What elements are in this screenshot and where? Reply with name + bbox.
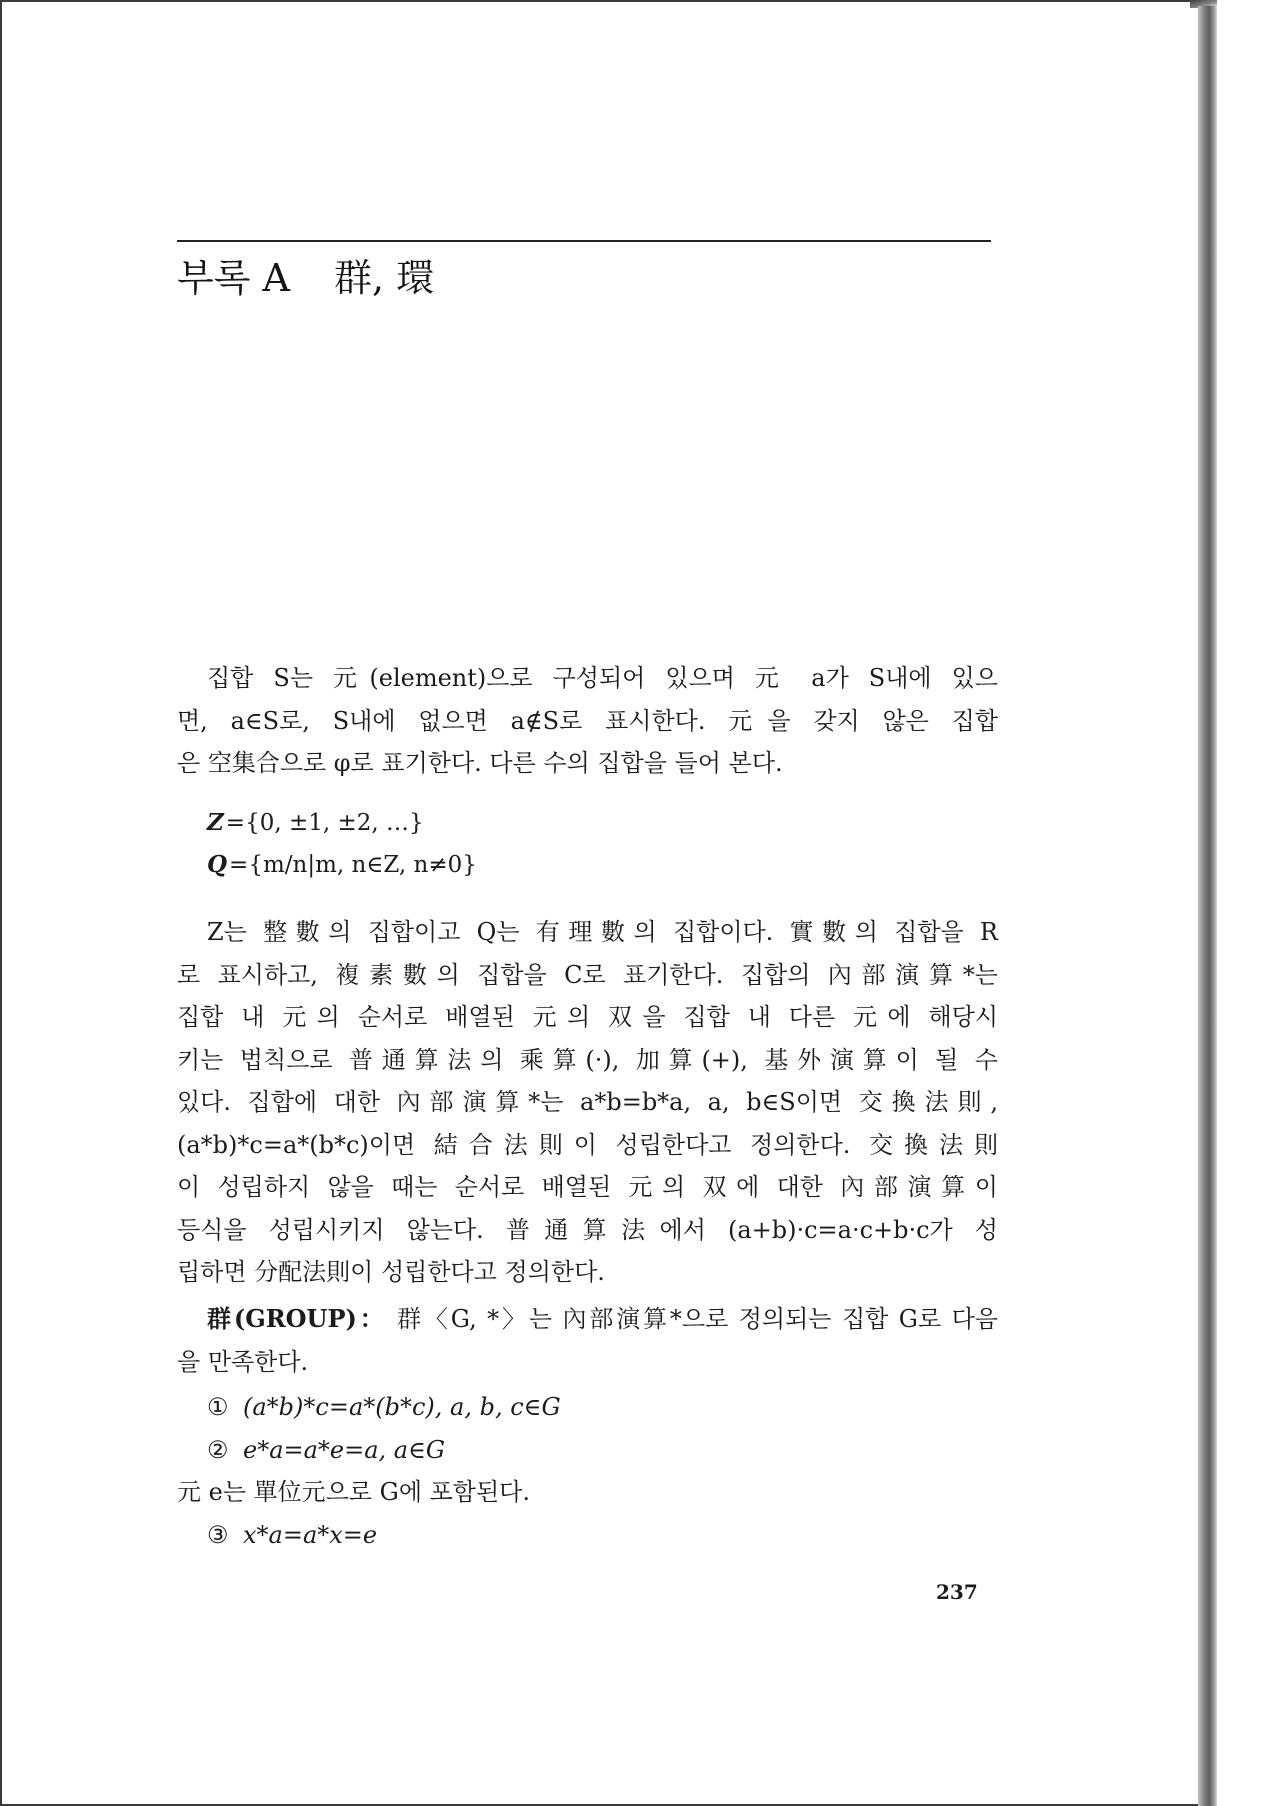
text-line: 립하면 分配法則이 성립한다고 정의한다. — [177, 1258, 605, 1286]
text-line: 집합 내 元의 순서로 배열된 元의 双을 집합 내 다른 元에 해당시 — [177, 1003, 998, 1031]
axiom-number: ② — [207, 1435, 229, 1464]
chapter-title-text: 群, 環 — [333, 256, 435, 300]
group-definition-text: 群〈G, *〉는 內部演算*으로 정의되는 집합 G로 다음 — [397, 1305, 998, 1333]
text-line: 집합 S는 元(element)으로 구성되어 있으며 元 a가 S내에 있으 — [207, 664, 998, 692]
paragraph-intro — [177, 657, 998, 785]
text-line: 키는 법칙으로 普通算法의 乘算(·), 加算(+), 基外演算이 될 수 — [177, 1045, 998, 1074]
text-line: 로 표시하고, 複素數의 집합을 C로 표기한다. 집합의 內部演算*는 — [177, 960, 998, 989]
set-symbol: Z — [207, 809, 224, 836]
paragraph-operations — [177, 911, 998, 1294]
text-line: (a*b)*c=a*(b*c)이면 結合法則이 성립한다고 정의한다. 交換法則 — [177, 1130, 998, 1159]
text-line: 면, a∈S로, S내에 없으면 a∉S로 표시한다. 元을 갖지 않은 집합 — [177, 706, 998, 735]
set-definitions — [207, 802, 477, 886]
axiom-item — [207, 1386, 998, 1429]
axiom-item — [207, 1514, 998, 1557]
text-line: 을 만족한다. — [177, 1347, 309, 1376]
text-line: 등식을 성립시키지 않는다. 普通算法에서 (a+b)·c=a·c+b·c가 성 — [177, 1215, 998, 1244]
axiom-number: ① — [207, 1393, 229, 1421]
set-definition — [207, 802, 477, 844]
text-line: 이 성립하지 않을 때는 순서로 배열된 元의 双에 대한 內部演算이 — [177, 1173, 998, 1201]
axiom-item — [207, 1429, 998, 1472]
chapter-title-label: 부록 A — [177, 256, 290, 300]
identity-note: 元 e는 單位元으로 G에 포함된다. — [177, 1478, 530, 1506]
set-definition — [207, 844, 477, 886]
set-symbol: Q — [207, 851, 228, 878]
text-line: 있다. 집합에 대한 內部演算*는 a*b=b*a, a, b∈S이면 交換法則, — [177, 1088, 998, 1116]
text-line — [177, 1298, 998, 1341]
group-axioms — [177, 1386, 998, 1556]
set-expression: ={0, ±1, ±2, …} — [225, 810, 424, 836]
page-number: 237 — [936, 1580, 978, 1604]
set-expression: ={m/n|m, n∈Z, n≠0} — [229, 852, 477, 878]
text-line: Z는 整數의 집합이고 Q는 有理數의 집합이다. 實數의 집합을 R — [207, 918, 998, 946]
chapter-title — [177, 254, 434, 302]
axiom-expression: e*a=a*e=a, a∈G — [243, 1435, 446, 1464]
group-definition — [177, 1298, 998, 1383]
axiom-expression: x*a=a*x=e — [243, 1520, 378, 1549]
group-term: 群(GROUP)： — [207, 1304, 387, 1333]
page-edge-shadow — [1198, 6, 1217, 1806]
axiom-number: ③ — [207, 1520, 229, 1549]
axiom-expression: (a*b)*c=a*(b*c), a, b, c∈G — [243, 1393, 561, 1421]
text-line: 은 空集合으로 φ로 표기한다. 다른 수의 집합을 들어 본다. — [177, 749, 783, 777]
title-rule — [177, 240, 991, 242]
